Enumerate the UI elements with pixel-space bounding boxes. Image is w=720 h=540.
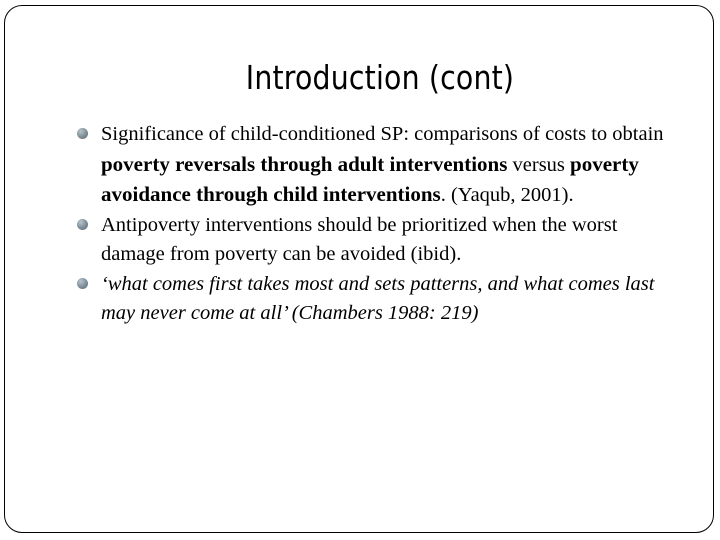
bullet-text: versus: [507, 153, 571, 176]
bullet-icon: [77, 128, 88, 139]
bullet-item: [76, 270, 676, 329]
bullet-list: [76, 120, 676, 329]
bullet-emphasis: poverty avoidance through child interventions: [101, 151, 639, 206]
bullet-icon: [77, 219, 88, 230]
bullet-emphasis: poverty reversals through adult interventions: [101, 151, 508, 176]
bullet-text: . (Yaqub, 2001).: [440, 184, 574, 206]
bullet-quote: ‘what comes first takes most and sets patterns, and what comes last may never come at all’ (Chambers 1988: 219): [101, 272, 655, 324]
bullet-text: Antipoverty interventions should be prioritized when the worst damage from poverty can be avoided (ibid).: [101, 213, 618, 265]
bullet-item: [76, 211, 676, 270]
bullet-item: [76, 120, 676, 211]
slide-title: Introduction (cont): [245, 58, 515, 97]
bullet-text: Significance of child-conditioned SP: comparisons of costs to obtain: [101, 123, 664, 145]
bullet-icon: [77, 278, 88, 289]
